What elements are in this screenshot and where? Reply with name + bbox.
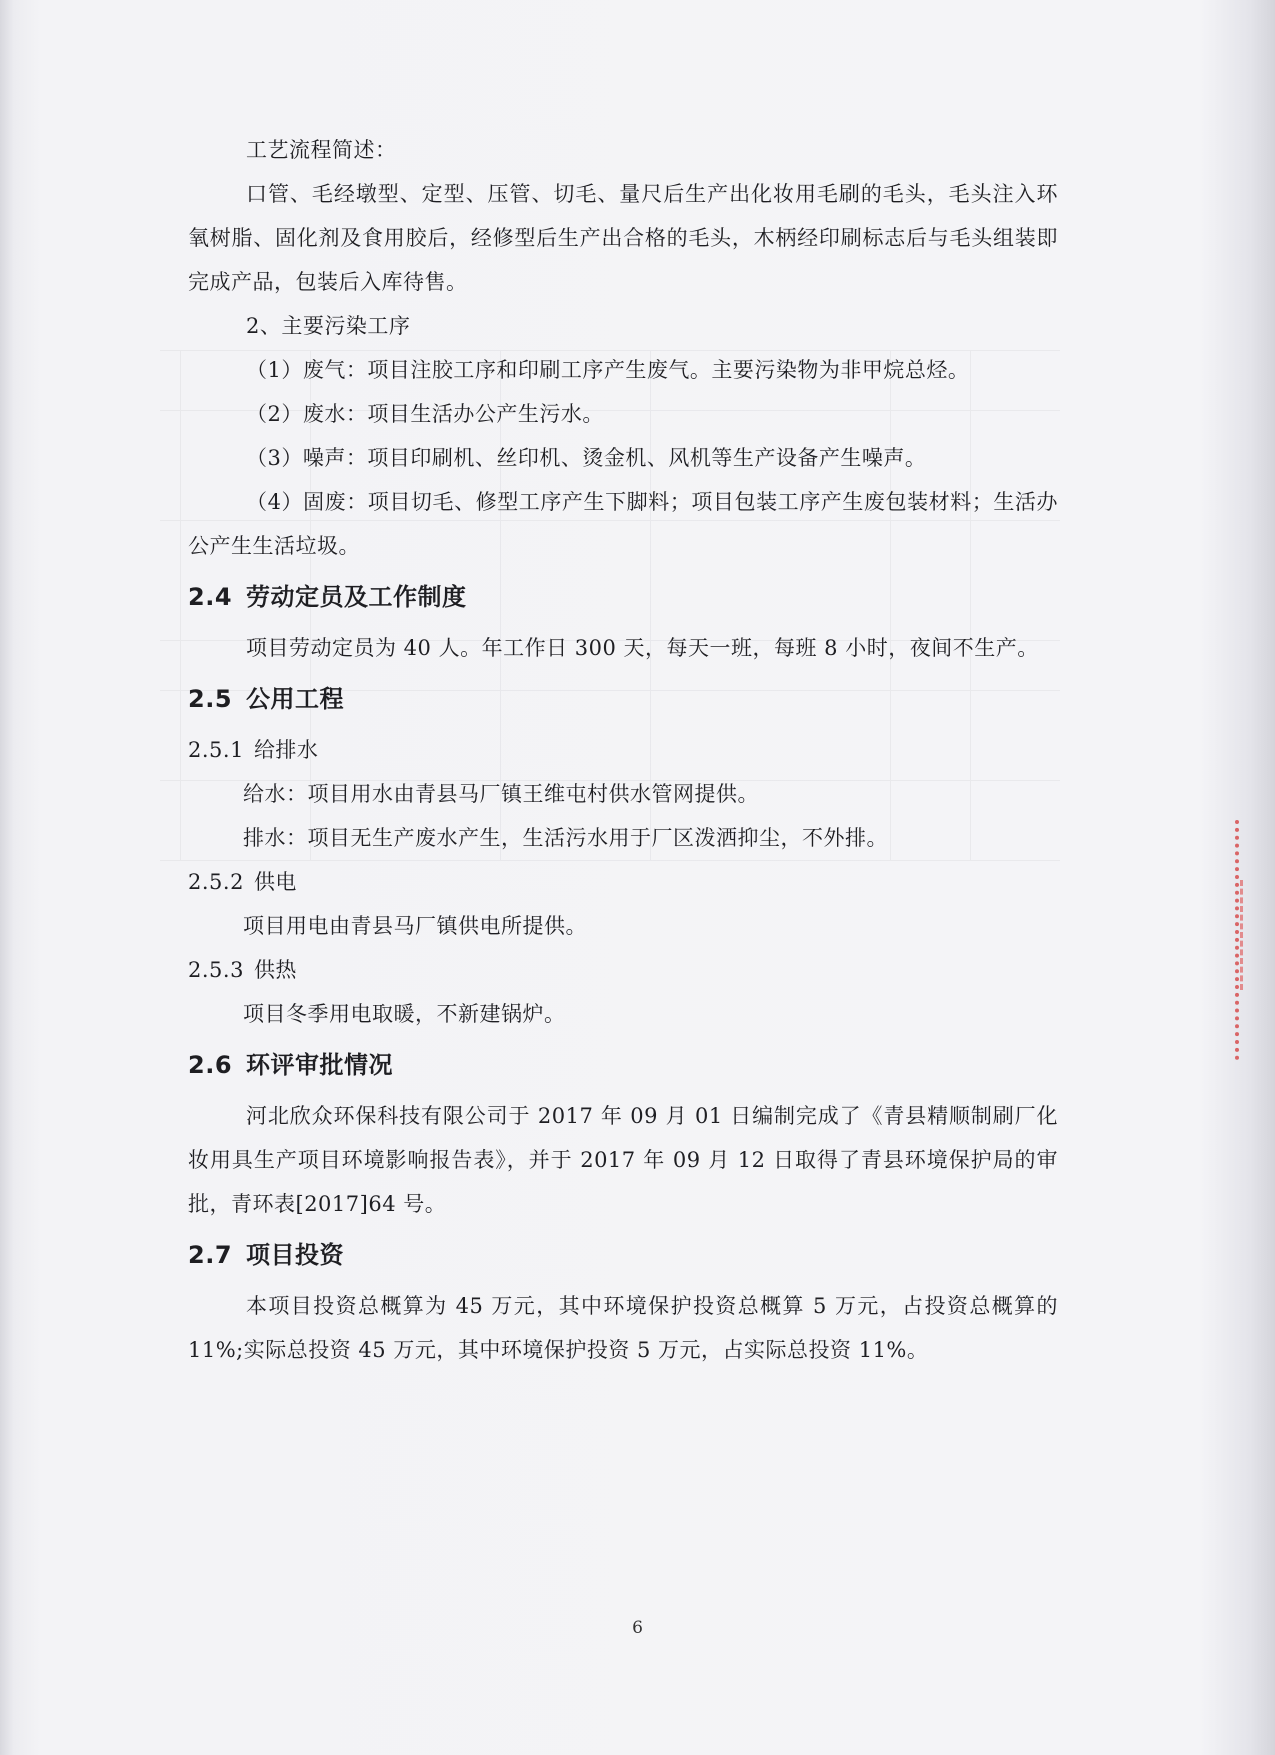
subsection-title: 供热 — [253, 958, 297, 982]
section-heading-2-5 — [188, 670, 1058, 728]
paragraph-heating: 项目冬季用电取暖，不新建锅炉。 — [243, 1002, 566, 1026]
subsection-heading-2-5-3 — [188, 948, 1058, 992]
subsection-title: 给排水 — [253, 738, 319, 762]
paragraph-process-description: 口管、毛经墩型、定型、压管、切毛、量尺后生产出化妆用毛刷的毛头，毛头注入环氧树脂、固化剂及食用胶后，经修型后生产出合格的毛头，木柄经印刷标志后与毛头组装即完成产品，包装后入库待售。 — [188, 182, 1058, 294]
section-number: 2.4 — [188, 583, 233, 611]
page-number: 6 — [632, 1618, 643, 1638]
section-heading-2-6 — [188, 1036, 1058, 1094]
paragraph-investment: 本项目投资总概算为 45 万元，其中环境保护投资总概算 5 万元，占投资总概算的 11%;实际总投资 45 万元，其中环境保护投资 5 万元，占实际总投资 11%。 — [188, 1294, 1058, 1362]
section-heading-2-7 — [188, 1226, 1058, 1284]
paragraph-process-intro: 工艺流程简述： — [246, 138, 397, 162]
paragraph-main-pollution-heading: 2、主要污染工序 — [246, 314, 411, 338]
section-title: 项目投资 — [246, 1241, 345, 1269]
section-title: 环评审批情况 — [246, 1051, 394, 1079]
document-body — [188, 128, 1058, 1372]
subsection-number: 2.5.2 — [188, 870, 244, 894]
subsection-title: 供电 — [253, 870, 297, 894]
section-title: 公用工程 — [246, 685, 345, 713]
paragraph-eia-approval: 河北欣众环保科技有限公司于 2017 年 09 月 01 日编制完成了《青县精顺制刷厂化妆用具生产项目环境影响报告表》，并于 2017 年 09 月 12 日取得了青县环境保护局的审批，青环表[2017]64 号。 — [188, 1104, 1058, 1216]
paragraph-power-supply: 项目用电由青县马厂镇供电所提供。 — [243, 914, 587, 938]
paragraph-waste-water: （2）废水：项目生活办公产生污水。 — [246, 402, 604, 426]
section-number: 2.6 — [188, 1051, 233, 1079]
paragraph-solid-waste: （4）固废：项目切毛、修型工序产生下脚料；项目包装工序产生废包装材料；生活办公产生生活垃圾。 — [188, 490, 1058, 558]
subsection-number: 2.5.3 — [188, 958, 244, 982]
section-number: 2.7 — [188, 1241, 233, 1269]
paragraph-staffing: 项目劳动定员为 40 人。年工作日 300 天，每天一班，每班 8 小时，夜间不生产。 — [246, 636, 1039, 660]
paragraph-noise: （3）噪声：项目印刷机、丝印机、烫金机、风机等生产设备产生噪声。 — [246, 446, 927, 470]
subsection-heading-2-5-1 — [188, 728, 1058, 772]
subsection-number: 2.5.1 — [188, 738, 244, 762]
red-seal-mark-inner — [1240, 880, 1269, 990]
section-number: 2.5 — [188, 685, 233, 713]
subsection-heading-2-5-2 — [188, 860, 1058, 904]
section-title: 劳动定员及工作制度 — [246, 583, 467, 611]
paragraph-drainage: 排水：项目无生产废水产生，生活污水用于厂区泼洒抑尘，不外排。 — [243, 826, 888, 850]
paragraph-waste-gas: （1）废气：项目注胶工序和印刷工序产生废气。主要污染物为非甲烷总烃。 — [246, 358, 970, 382]
paragraph-water-supply: 给水：项目用水由青县马厂镇王维屯村供水管网提供。 — [243, 782, 759, 806]
section-heading-2-4 — [188, 568, 1058, 626]
